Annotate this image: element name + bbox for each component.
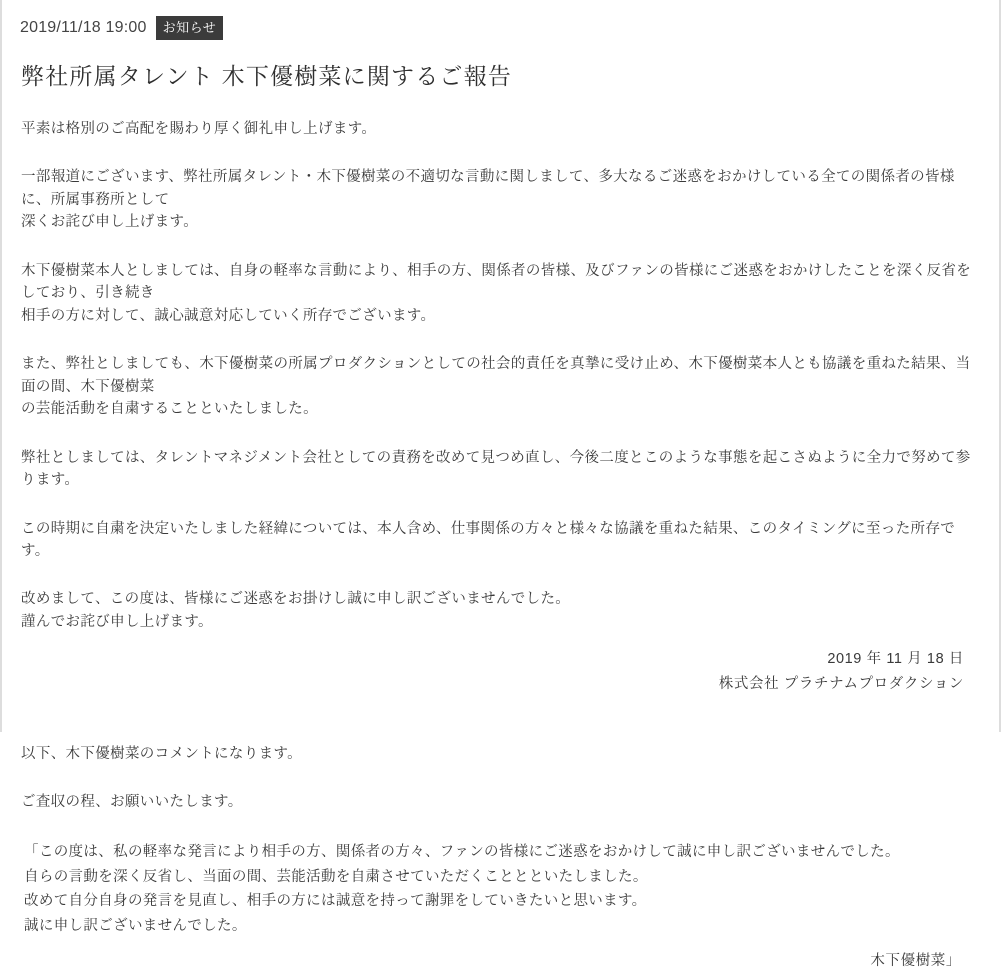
comment-line: 「この度は、私の軽率な発言により相手の方、関係者の方々、ファンの皆様にご迷惑をおかけして誠に申し訳ございませんでした。 [24, 843, 900, 860]
publish-timestamp: 2019/11/18 19:00 [20, 19, 147, 36]
comment-intro-2 [21, 791, 980, 813]
signature-company: 株式会社 プラチナムプロダクション [718, 676, 964, 693]
paragraph-line: 弊社としましては、タレントマネジメント会社としての責務を改めて見つめ直し、今後二度とこのような事態を起こさぬように全力で努めて参ります。 [21, 449, 971, 489]
paragraph-line: ご査収の程、お願いいたします。 [21, 794, 243, 811]
paragraph-line: の芸能活動を自粛することといたしました。 [21, 401, 318, 418]
comment-signature: 木下優樹菜」 [870, 953, 961, 970]
paragraph-line: 深くお詫び申し上げます。 [21, 214, 199, 231]
spacer [21, 697, 980, 743]
paragraph-line: 相手の方に対して、誠心誠意対応していく所存でございます。 [21, 307, 436, 324]
paragraph-line: 改めまして、この度は、皆様にご迷惑をお掛けし誠に申し訳ございませんでした。 [21, 591, 571, 608]
paragraph-2 [21, 166, 980, 233]
comment-line: 自らの言動を深く反省し、当面の間、芸能活動を自粛させていただくこととといたしました。 [24, 868, 648, 885]
signature-date: 2019 年 11 月 18 日 [827, 651, 964, 668]
signature-block [21, 647, 980, 696]
page-title: 弊社所属タレント 木下優樹菜に関するご報告 [21, 63, 513, 89]
paragraph-3 [21, 260, 980, 327]
paragraph-line: また、弊社としましても、木下優樹菜の所属プロダクションとしての社会的責任を真摯に受け止め、木下優樹菜本人とも協議を重ねた結果、当面の間、木下優樹菜 [21, 356, 971, 395]
article-body [18, 118, 983, 970]
paragraph-4 [21, 353, 980, 420]
paragraph-5 [21, 447, 980, 492]
paragraph-6 [21, 518, 980, 563]
paragraph-1 [21, 118, 980, 140]
paragraph-line: 謹んでお詫び申し上げます。 [21, 613, 213, 630]
talent-comment [21, 840, 980, 970]
comment-line: 改めて自分自身の発言を見直し、相手の方には誠意を持って謝罪をしていきたいと思います。 [24, 893, 647, 910]
paragraph-line: この時期に自粛を決定いたしました経緯については、本人含め、仕事関係の方々と様々な協議を重ねた結果、このタイミングに至った所存です。 [21, 520, 956, 559]
paragraph-line: 木下優樹菜本人としましては、自身の軽率な言動により、相手の方、関係者の皆様、及びファンの皆様にご迷惑をおかけしたことを深く反省をしており、引き続き [21, 262, 972, 302]
paragraph-line: 以下、木下優樹菜のコメントになります。 [21, 745, 302, 762]
comment-intro-1 [21, 743, 980, 765]
comment-line: 誠に申し訳ございませんでした。 [24, 918, 247, 935]
status-badge: お知らせ [156, 16, 224, 40]
paragraph-line: 一部報道にございます、弊社所属タレント・木下優樹菜の不適切な言動に関しまして、多大なるご迷惑をおかけしている全ての関係者の皆様に、所属事務所として [21, 169, 955, 208]
comment-quote [24, 840, 977, 940]
article-meta [20, 16, 983, 40]
paragraph-7 [21, 588, 980, 633]
paragraph-line: 平素は格別のご高配を賜わり厚く御礼申し上げます。 [21, 120, 377, 137]
